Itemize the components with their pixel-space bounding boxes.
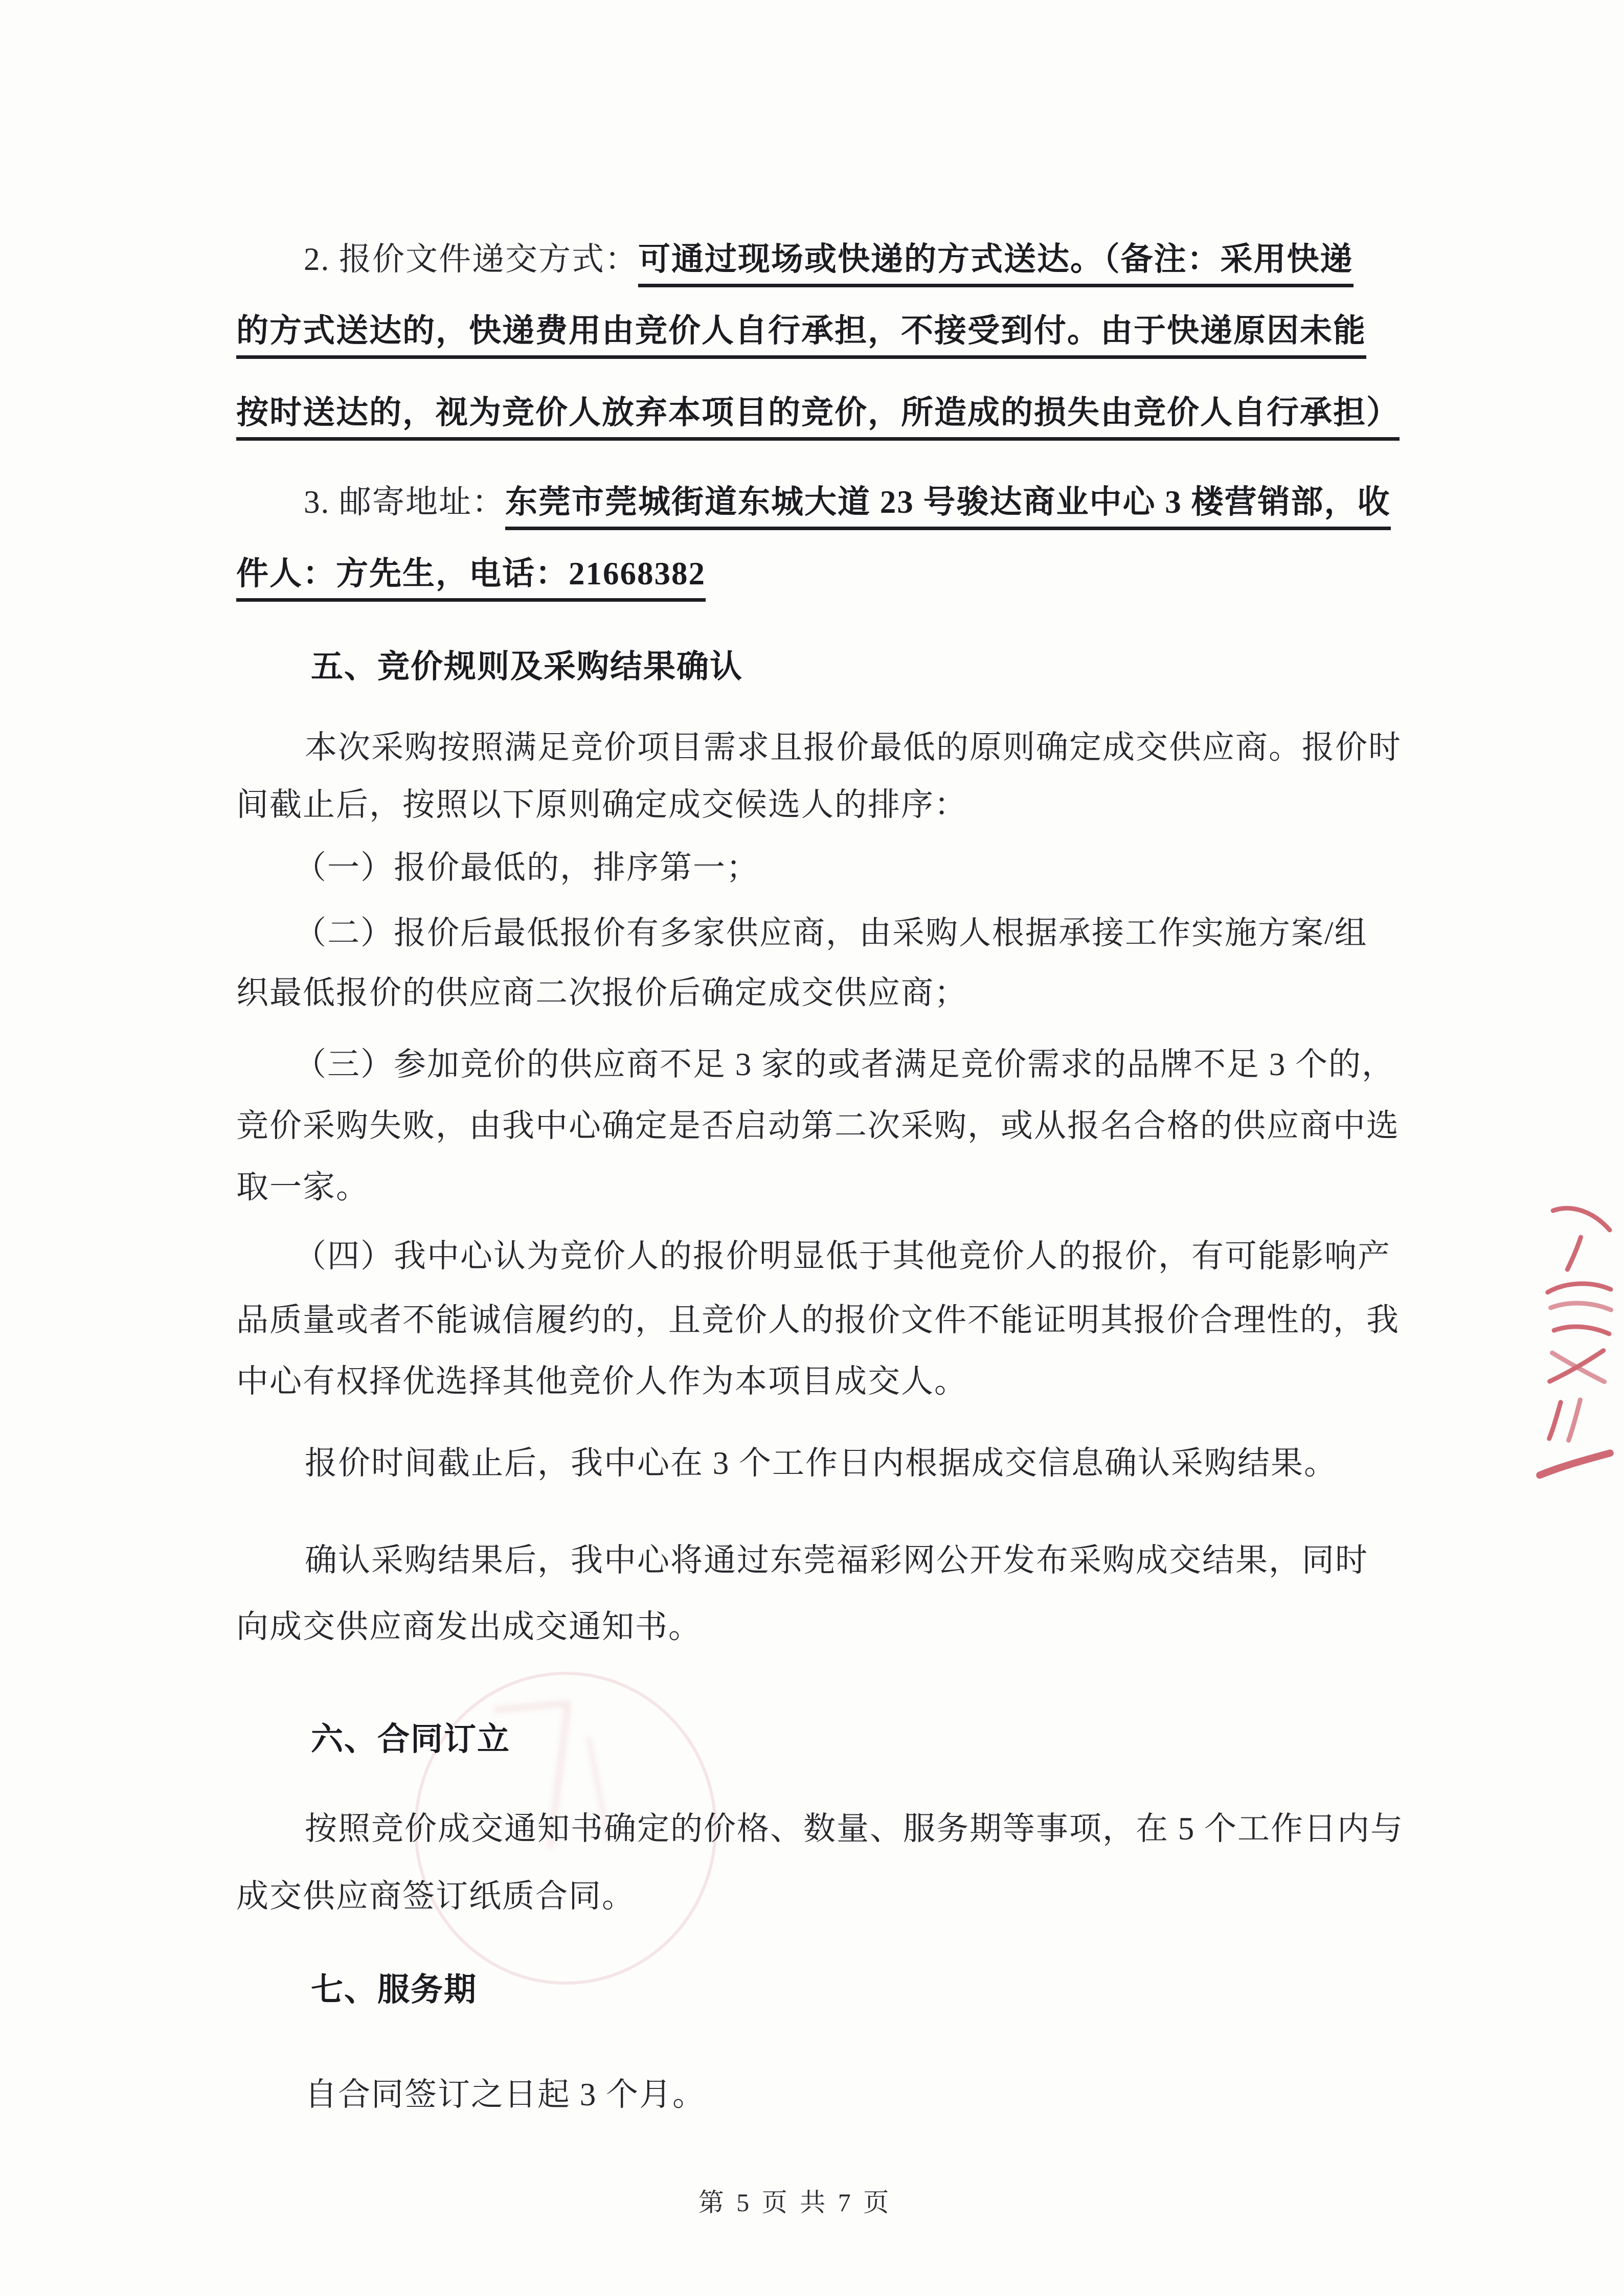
handwriting-stroke bbox=[1551, 1302, 1611, 1310]
line-delivery-method-cont-2 bbox=[236, 393, 1400, 433]
heading-section-7: 七、服务期 bbox=[311, 1972, 477, 2008]
section5-rule2-line2: 织最低报价的供应商二次报价后确定成交供应商； bbox=[236, 975, 967, 1011]
section5-rule4-line2: 品质量或者不能诚信履约的，且竞价人的报价文件不能证明其报价合理性的，我 bbox=[236, 1302, 1400, 1338]
item2-prefix: 2. 报价文件递交方式： bbox=[304, 241, 638, 277]
line-mailing-address-cont bbox=[236, 554, 706, 594]
section6-para1-line1: 按照竞价成交通知书确定的价格、数量、服务期等事项，在 5 个工作日内与 bbox=[305, 1811, 1404, 1847]
section5-rule4-line1: （四）我中心认为竞价人的报价明显低于其他竞价人的报价，有可能影响产 bbox=[294, 1238, 1391, 1274]
section5-para3-line1: 确认采购结果后，我中心将通过东莞福彩网公开发布采购成交结果，同时 bbox=[305, 1542, 1368, 1578]
section5-rule4-line3: 中心有权择优选择其他竞价人作为本项目成交人。 bbox=[236, 1363, 967, 1399]
handwriting-stroke bbox=[1551, 1353, 1606, 1382]
item3-underlined-text-1: 东莞市莞城街道东城大道 23 号骏达商业中心 3 楼营销部，收 bbox=[505, 484, 1391, 530]
handwriting-stroke bbox=[1569, 1399, 1581, 1441]
line-delivery-method-start bbox=[304, 239, 1354, 280]
handwriting-stroke bbox=[1540, 1450, 1610, 1477]
handwriting-stroke bbox=[1550, 1349, 1604, 1383]
heading-section-5: 五、竞价规则及采购结果确认 bbox=[311, 649, 743, 685]
section5-rule1: （一）报价最低的，排序第一； bbox=[294, 850, 759, 885]
item3-prefix: 3. 邮寄地址： bbox=[304, 484, 505, 520]
item2-underlined-text-1: 可通过现场或快递的方式送达。（备注：采用快递 bbox=[638, 241, 1354, 287]
section5-para1-line2: 间截止后，按照以下原则确定成交候选人的排序： bbox=[236, 787, 967, 823]
line-mailing-address-start bbox=[304, 482, 1391, 522]
item3-underlined-text-2: 件人：方先生，电话：21668382 bbox=[236, 556, 706, 602]
red-handwriting-annotation bbox=[1533, 1199, 1624, 1494]
item2-underlined-text-2: 的方式送达的，快递费用由竞价人自行承担，不接受到付。由于快递原因未能 bbox=[236, 313, 1366, 359]
handwriting-stroke bbox=[1554, 1326, 1609, 1334]
section5-rule3-line3: 取一家。 bbox=[236, 1169, 369, 1205]
section5-para1-line1: 本次采购按照满足竞价项目需求且报价最低的原则确定成交供应商。报价时 bbox=[305, 730, 1402, 765]
handwriting-stroke bbox=[1552, 1208, 1610, 1230]
item2-underlined-text-3: 按时送达的，视为竞价人放弃本项目的竞价，所造成的损失由竞价人自行承担） bbox=[236, 395, 1400, 441]
line-delivery-method-cont-1 bbox=[236, 311, 1366, 351]
section5-para2: 报价时间截止后，我中心在 3 个工作日内根据成交信息确认采购结果。 bbox=[305, 1445, 1337, 1481]
section7-para1: 自合同签订之日起 3 个月。 bbox=[305, 2077, 706, 2112]
seal-mark bbox=[494, 1699, 571, 1713]
section5-rule3-line1: （三）参加竞价的供应商不足 3 家的或者满足竞价需求的品牌不足 3 个的， bbox=[294, 1047, 1395, 1082]
heading-section-6: 六、合同订立 bbox=[311, 1721, 510, 1757]
handwriting-stroke bbox=[1567, 1237, 1581, 1270]
section5-para3-line2: 向成交供应商发出成交通知书。 bbox=[236, 1609, 702, 1645]
section5-rule2-line1: （二）报价后最低报价有多家供应商，由采购人根据承接工作实施方案/组 bbox=[294, 915, 1368, 951]
section6-para1-line2: 成交供应商签订纸质合同。 bbox=[236, 1878, 635, 1914]
section5-rule3-line2: 竞价采购失败，由我中心确定是否启动第二次采购，或从报名合格的供应商中选 bbox=[236, 1108, 1400, 1144]
handwriting-stroke bbox=[1549, 1402, 1561, 1439]
handwriting-stroke bbox=[1548, 1282, 1611, 1294]
page-footer: 第 5 页 共 7 页 bbox=[698, 2188, 892, 2217]
